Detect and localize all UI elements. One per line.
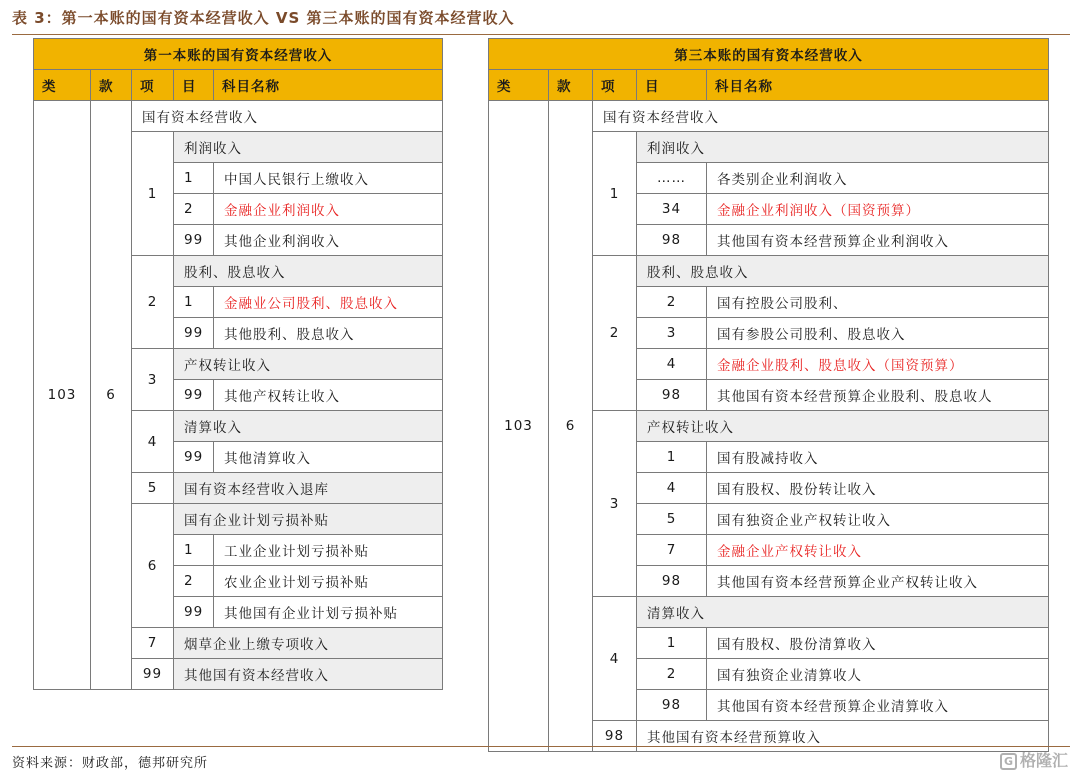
mu-name: 国有参股公司股利、股息收入 [707,318,1049,349]
col-header-kuan: 款 [91,70,132,101]
mu-code: 99 [174,597,214,628]
mu-name: 其他国有资本经营预算企业清算收入 [707,690,1049,721]
mu-code: 1 [174,163,214,194]
xiang-code: 5 [132,473,174,504]
col-header-xiang: 项 [132,70,174,101]
mu-name: 其他国有资本经营预算企业股利、股息收人 [707,380,1049,411]
col-header-mu: 目 [174,70,214,101]
root-item: 国有资本经营收入 [132,101,443,132]
col-header-mu: 目 [637,70,707,101]
mu-name: 其他企业利润收入 [214,225,443,256]
mu-name: 国有独资企业产权转让收入 [707,504,1049,535]
col-header-kuan: 款 [549,70,593,101]
xiang-code: 4 [593,597,637,721]
mu-name: 其他国有资本经营预算企业产权转让收入 [707,566,1049,597]
left-table [33,38,443,690]
mu-code: 1 [174,535,214,566]
xiang-code: 3 [593,411,637,597]
mu-name: 国有独资企业清算收人 [707,659,1049,690]
right-table [488,38,1049,752]
xiang-name: 烟草企业上缴专项收入 [174,628,443,659]
xiang-code: 99 [132,659,174,690]
xiang-code: 1 [593,132,637,256]
watermark-text: 格隆汇 [1019,751,1068,770]
xiang-name: 产权转让收入 [637,411,1049,442]
mu-name: 其他清算收入 [214,442,443,473]
logo-icon: G [1000,753,1017,770]
mu-code: 98 [637,380,707,411]
xiang-name: 其他国有资本经营收入 [174,659,443,690]
xiang-code: 2 [132,256,174,349]
mu-code: 7 [637,535,707,566]
kuan-code: 6 [91,101,132,690]
mu-code: 98 [637,225,707,256]
mu-name: 工业企业计划亏损补贴 [214,535,443,566]
mu-code: 2 [637,287,707,318]
mu-code: 2 [174,566,214,597]
mu-name-highlight: 金融企业利润收入 [214,194,443,225]
mu-name: 其他国有资本经营预算企业利润收入 [707,225,1049,256]
mu-name: 国有股权、股份清算收入 [707,628,1049,659]
mu-code: 5 [637,504,707,535]
mu-code: 2 [637,659,707,690]
xiang-name: 股利、股息收入 [637,256,1049,287]
xiang-name: 清算收入 [637,597,1049,628]
mu-code: 2 [174,194,214,225]
xiang-code: 7 [132,628,174,659]
mu-code: …… [637,163,707,194]
mu-name: 农业企业计划亏损补贴 [214,566,443,597]
mu-code: 3 [637,318,707,349]
mu-code: 99 [174,380,214,411]
mu-code: 98 [637,690,707,721]
mu-name: 中国人民银行上缴收入 [214,163,443,194]
mu-code: 99 [174,318,214,349]
table-caption: 表 3：第一本账的国有资本经营收入 VS 第三本账的国有资本经营收入 [12,9,515,27]
mu-name: 国有控股公司股利、 [707,287,1049,318]
mu-code: 1 [174,287,214,318]
mu-name-highlight: 金融企业产权转让收入 [707,535,1049,566]
root-item: 国有资本经营收入 [593,101,1049,132]
mu-name: 其他国有企业计划亏损补贴 [214,597,443,628]
left-table-title: 第一本账的国有资本经营收入 [34,39,443,70]
mu-name-highlight: 金融业公司股利、股息收入 [214,287,443,318]
col-header-lei: 类 [34,70,91,101]
table-row [489,101,1049,132]
right-table-title: 第三本账的国有资本经营收入 [489,39,1049,70]
mu-name: 其他产权转让收入 [214,380,443,411]
xiang-name: 其他国有资本经营预算收入 [637,721,1049,752]
xiang-name: 清算收入 [174,411,443,442]
col-header-name: 科目名称 [214,70,443,101]
xiang-name: 国有资本经营收入退库 [174,473,443,504]
xiang-name: 股利、股息收入 [174,256,443,287]
xiang-name: 国有企业计划亏损补贴 [174,504,443,535]
watermark-logo [1000,748,1068,771]
xiang-code: 3 [132,349,174,411]
xiang-name: 利润收入 [637,132,1049,163]
xiang-name: 产权转让收入 [174,349,443,380]
mu-code: 99 [174,442,214,473]
xiang-code: 98 [593,721,637,752]
xiang-code: 2 [593,256,637,411]
mu-name-highlight: 金融企业股利、股息收入（国资预算） [707,349,1049,380]
lei-code: 103 [489,101,549,752]
caption-rule [12,34,1070,35]
kuan-code: 6 [549,101,593,752]
mu-code: 4 [637,349,707,380]
mu-code: 1 [637,628,707,659]
mu-name: 其他股利、股息收入 [214,318,443,349]
mu-name: 各类别企业利润收入 [707,163,1049,194]
mu-name: 国有股权、股份转让收入 [707,473,1049,504]
mu-code: 99 [174,225,214,256]
source-note: 资料来源：财政部，德邦研究所 [12,756,209,771]
xiang-code: 1 [132,132,174,256]
mu-name-highlight: 金融企业利润收入（国资预算） [707,194,1049,225]
footer-rule [12,746,1070,747]
mu-code: 98 [637,566,707,597]
table-row [34,101,443,132]
col-header-xiang: 项 [593,70,637,101]
lei-code: 103 [34,101,91,690]
xiang-code: 4 [132,411,174,473]
col-header-lei: 类 [489,70,549,101]
xiang-name: 利润收入 [174,132,443,163]
col-header-name: 科目名称 [707,70,1049,101]
mu-name: 国有股减持收入 [707,442,1049,473]
mu-code: 4 [637,473,707,504]
mu-code: 1 [637,442,707,473]
xiang-code: 6 [132,504,174,628]
mu-code: 34 [637,194,707,225]
